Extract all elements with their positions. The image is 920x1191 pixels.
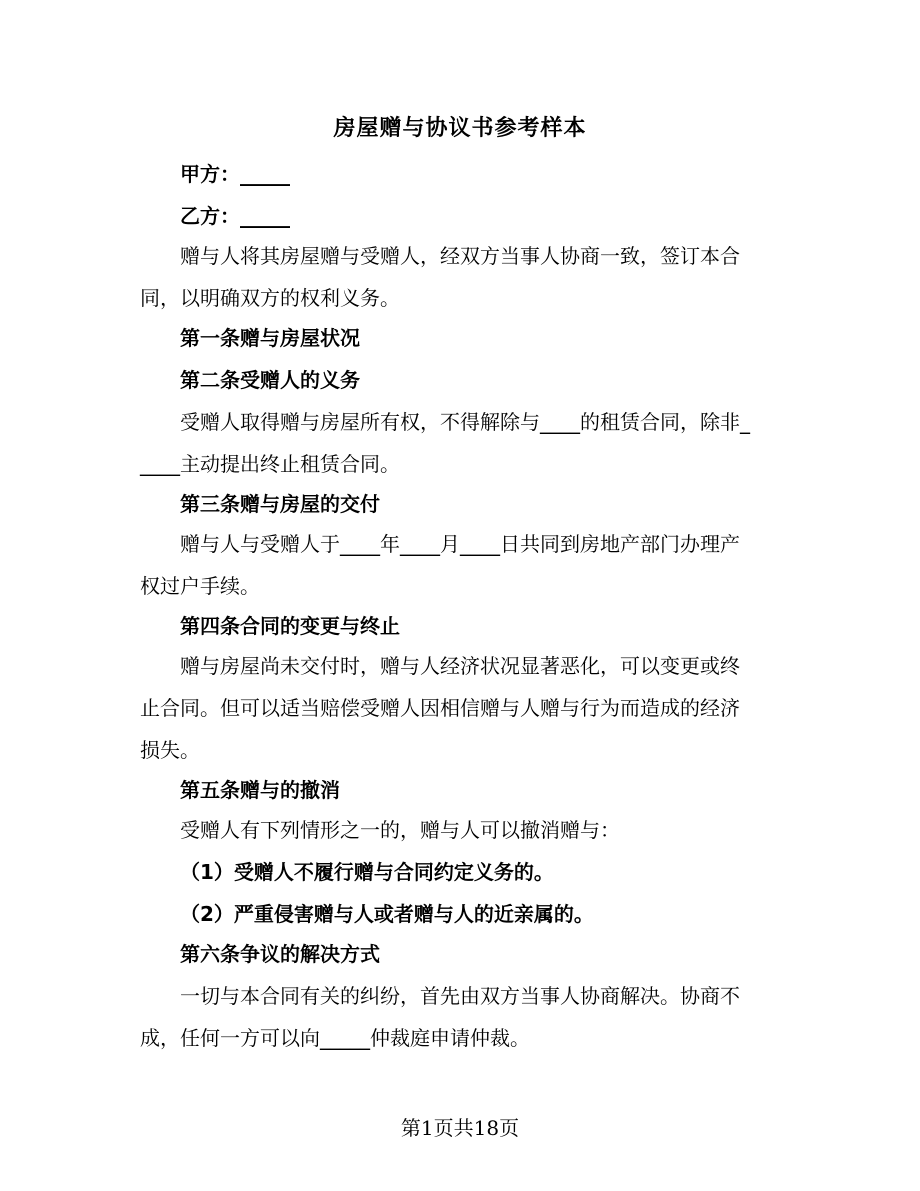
article2-text-line-2: ____主动提出终止租赁合同。 [140,452,400,476]
article4-heading: 第四条合同的变更与终止 [180,614,400,638]
article5-heading: 第五条赠与的撤消 [180,778,340,802]
article5-item-2: （2）严重侵害赠与人或者赠与人的近亲属的。 [180,902,594,926]
article2-heading: 第二条受赠人的义务 [180,368,360,392]
article3-heading: 第三条赠与房屋的交付 [180,492,380,516]
article4-text-line-1: 赠与房屋尚未交付时，赠与人经济状况显著恶化，可以变更或终 [180,654,740,678]
article5-item-1: （1）受赠人不履行赠与合同约定义务的。 [180,860,554,884]
intro-line-1: 赠与人将其房屋赠与受赠人，经双方当事人协商一致，签订本合 [180,244,740,268]
party-b-line: 乙方：_____ [180,204,290,228]
article4-text-line-3: 损失。 [140,738,200,762]
article4-text-line-2: 止合同。但可以适当赔偿受赠人因相信赠与人赠与行为而造成的经济 [140,696,740,720]
article6-text-line-1: 一切与本合同有关的纠纷，首先由双方当事人协商解决。协商不 [180,984,740,1008]
intro-line-2: 同，以明确双方的权利义务。 [140,286,400,310]
article2-text-line-1: 受赠人取得赠与房屋所有权，不得解除与____的租赁合同，除非_ [180,410,750,434]
page-number: 第1页共18页 [400,1116,520,1140]
document-title: 房屋赠与协议书参考样本 [333,116,587,141]
article6-text-line-2: 成，任何一方可以向_____仲裁庭申请仲裁。 [140,1026,530,1050]
party-a-line: 甲方：_____ [180,162,290,186]
article3-text-line-1: 赠与人与受赠人于____年____月____日共同到房地产部门办理产 [180,532,740,556]
article1-heading: 第一条赠与房屋状况 [180,326,360,350]
article3-text-line-2: 权过户手续。 [140,574,260,598]
article5-text: 受赠人有下列情形之一的，赠与人可以撤消赠与： [180,818,620,842]
article6-heading: 第六条争议的解决方式 [180,942,380,966]
